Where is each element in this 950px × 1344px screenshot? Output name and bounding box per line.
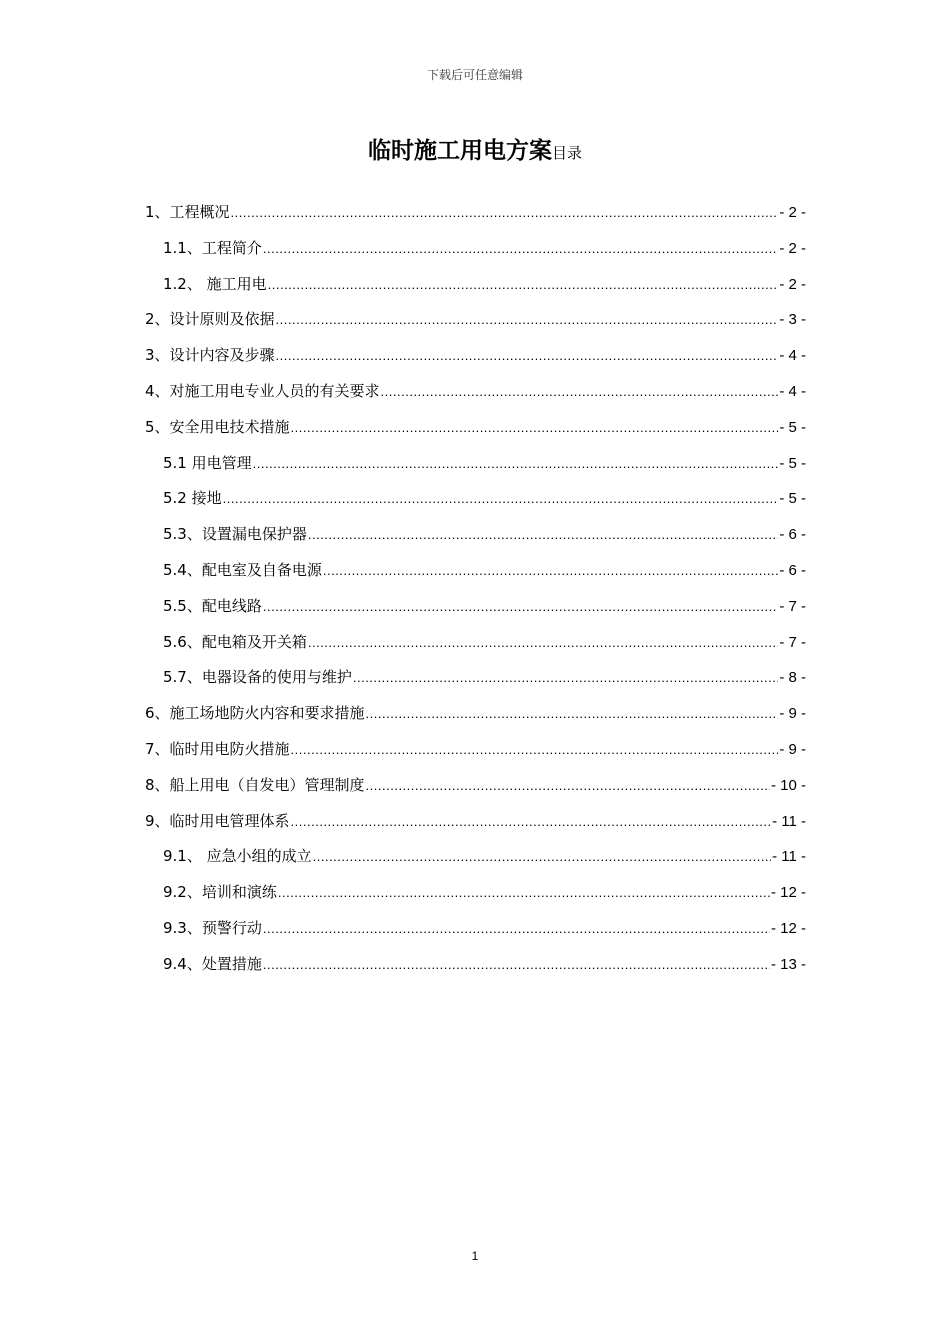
toc-entry-label: 9.1、 应急小组的成立 — [163, 847, 312, 866]
toc-entry-label: 5.6、配电箱及开关箱 — [163, 632, 307, 651]
toc-entry-page: - 4 - — [779, 382, 806, 400]
toc-dot-leader — [308, 522, 778, 548]
toc-entry-label: 5.4、配电室及自备电源 — [163, 560, 322, 579]
toc-entry-label: 2、设计原则及依据 — [145, 310, 275, 329]
toc-entry-page: - 13 - — [770, 955, 806, 973]
toc-dot-leader — [323, 558, 778, 584]
toc-entry-label: 1.1、工程简介 — [163, 238, 262, 257]
toc-entry-page: - 5 - — [779, 418, 806, 436]
toc-entry-page: - 5 - — [779, 490, 806, 508]
toc-entry[interactable] — [145, 235, 806, 271]
page-header: 下载后可任意编辑 — [426, 68, 523, 82]
toc-entry-page: - 11 - — [772, 812, 806, 830]
toc-entry[interactable] — [145, 342, 806, 378]
toc-dot-leader — [268, 272, 779, 298]
toc-entry-page: - 6 - — [779, 526, 806, 544]
toc-entry-label: 1.2、 施工用电 — [163, 274, 267, 293]
toc-dot-leader — [366, 701, 779, 727]
toc-dot-leader — [313, 844, 771, 870]
toc-entry[interactable] — [145, 700, 806, 736]
toc-dot-leader — [291, 809, 772, 835]
toc-entry[interactable] — [145, 951, 806, 987]
toc-dot-leader — [263, 236, 778, 262]
toc-entry[interactable] — [145, 306, 806, 342]
toc-entry-page: - 7 - — [779, 597, 806, 615]
toc-entry[interactable] — [145, 879, 806, 915]
toc-entry-label: 6、施工场地防火内容和要求措施 — [145, 704, 365, 723]
toc-entry[interactable] — [145, 664, 806, 700]
toc-entry[interactable] — [145, 915, 806, 951]
toc-entry-label: 5、安全用电技术措施 — [145, 417, 290, 436]
toc-entry[interactable] — [145, 485, 806, 521]
toc-entry[interactable] — [145, 271, 806, 307]
toc-entry-page: - 11 - — [772, 848, 806, 866]
toc-entry-page: - 2 - — [779, 204, 806, 221]
toc-entry[interactable] — [145, 199, 806, 235]
toc-entry-label: 4、对施工用电专业人员的有关要求 — [145, 381, 380, 400]
table-of-contents — [145, 199, 806, 987]
title-sub: 目录 — [551, 144, 582, 162]
toc-entry-page: - 3 - — [779, 311, 806, 329]
toc-dot-leader — [276, 307, 779, 333]
toc-entry-label: 5.1 用电管理 — [163, 453, 252, 472]
toc-dot-leader — [308, 630, 778, 656]
toc-entry-label: 1、工程概况 — [145, 203, 230, 221]
toc-entry-page: - 8 - — [779, 669, 806, 687]
toc-entry-label: 5.2 接地 — [163, 489, 222, 508]
toc-entry[interactable] — [145, 593, 806, 629]
toc-dot-leader — [381, 379, 779, 405]
toc-entry-page: - 9 - — [779, 705, 806, 723]
document-title — [0, 132, 950, 165]
toc-entry-label: 5.7、电器设备的使用与维护 — [163, 668, 352, 687]
toc-entry-page: - 7 - — [779, 633, 806, 651]
toc-entry-page: - 10 - — [770, 776, 806, 794]
toc-dot-leader — [278, 880, 770, 906]
toc-entry-label: 9.2、培训和演练 — [163, 883, 277, 902]
toc-entry[interactable] — [145, 378, 806, 414]
toc-entry[interactable] — [145, 843, 806, 879]
toc-dot-leader — [263, 594, 778, 620]
toc-entry-label: 3、设计内容及步骤 — [145, 346, 275, 365]
toc-entry[interactable] — [145, 521, 806, 557]
toc-entry-page: - 2 - — [779, 275, 806, 293]
toc-entry-page: - 9 - — [779, 740, 806, 758]
toc-dot-leader — [291, 415, 779, 441]
toc-dot-leader — [366, 773, 770, 799]
toc-entry[interactable] — [145, 414, 806, 450]
toc-entry[interactable] — [145, 808, 806, 844]
toc-dot-leader — [231, 200, 779, 226]
toc-entry-label: 5.3、设置漏电保护器 — [163, 525, 307, 544]
toc-entry-label: 9、临时用电管理体系 — [145, 811, 290, 830]
toc-entry-page: - 12 - — [770, 884, 806, 902]
toc-entry-label: 9.3、预警行动 — [163, 918, 262, 937]
toc-dot-leader — [276, 343, 779, 369]
toc-entry[interactable] — [145, 557, 806, 593]
toc-entry-page: - 12 - — [770, 919, 806, 937]
toc-dot-leader — [353, 665, 778, 691]
page-number: 1 — [471, 1249, 479, 1263]
toc-entry-label: 8、船上用电（自发电）管理制度 — [145, 775, 365, 794]
toc-dot-leader — [263, 916, 770, 942]
toc-dot-leader — [223, 486, 779, 512]
toc-entry[interactable] — [145, 629, 806, 665]
toc-entry[interactable] — [145, 772, 806, 808]
toc-entry[interactable] — [145, 450, 806, 486]
toc-entry-label: 7、临时用电防火措施 — [145, 739, 290, 758]
title-main: 临时施工用电方案 — [367, 138, 552, 164]
toc-dot-leader — [253, 451, 779, 477]
toc-dot-leader — [263, 952, 770, 978]
toc-entry-page: - 4 - — [779, 347, 806, 365]
toc-entry-page: - 2 - — [779, 239, 806, 257]
toc-dot-leader — [291, 737, 779, 763]
toc-entry-label: 9.4、处置措施 — [163, 954, 262, 973]
toc-entry-page: - 5 - — [779, 454, 806, 472]
toc-entry-label: 5.5、配电线路 — [163, 596, 262, 615]
toc-entry[interactable] — [145, 736, 806, 772]
toc-entry-page: - 6 - — [779, 561, 806, 579]
